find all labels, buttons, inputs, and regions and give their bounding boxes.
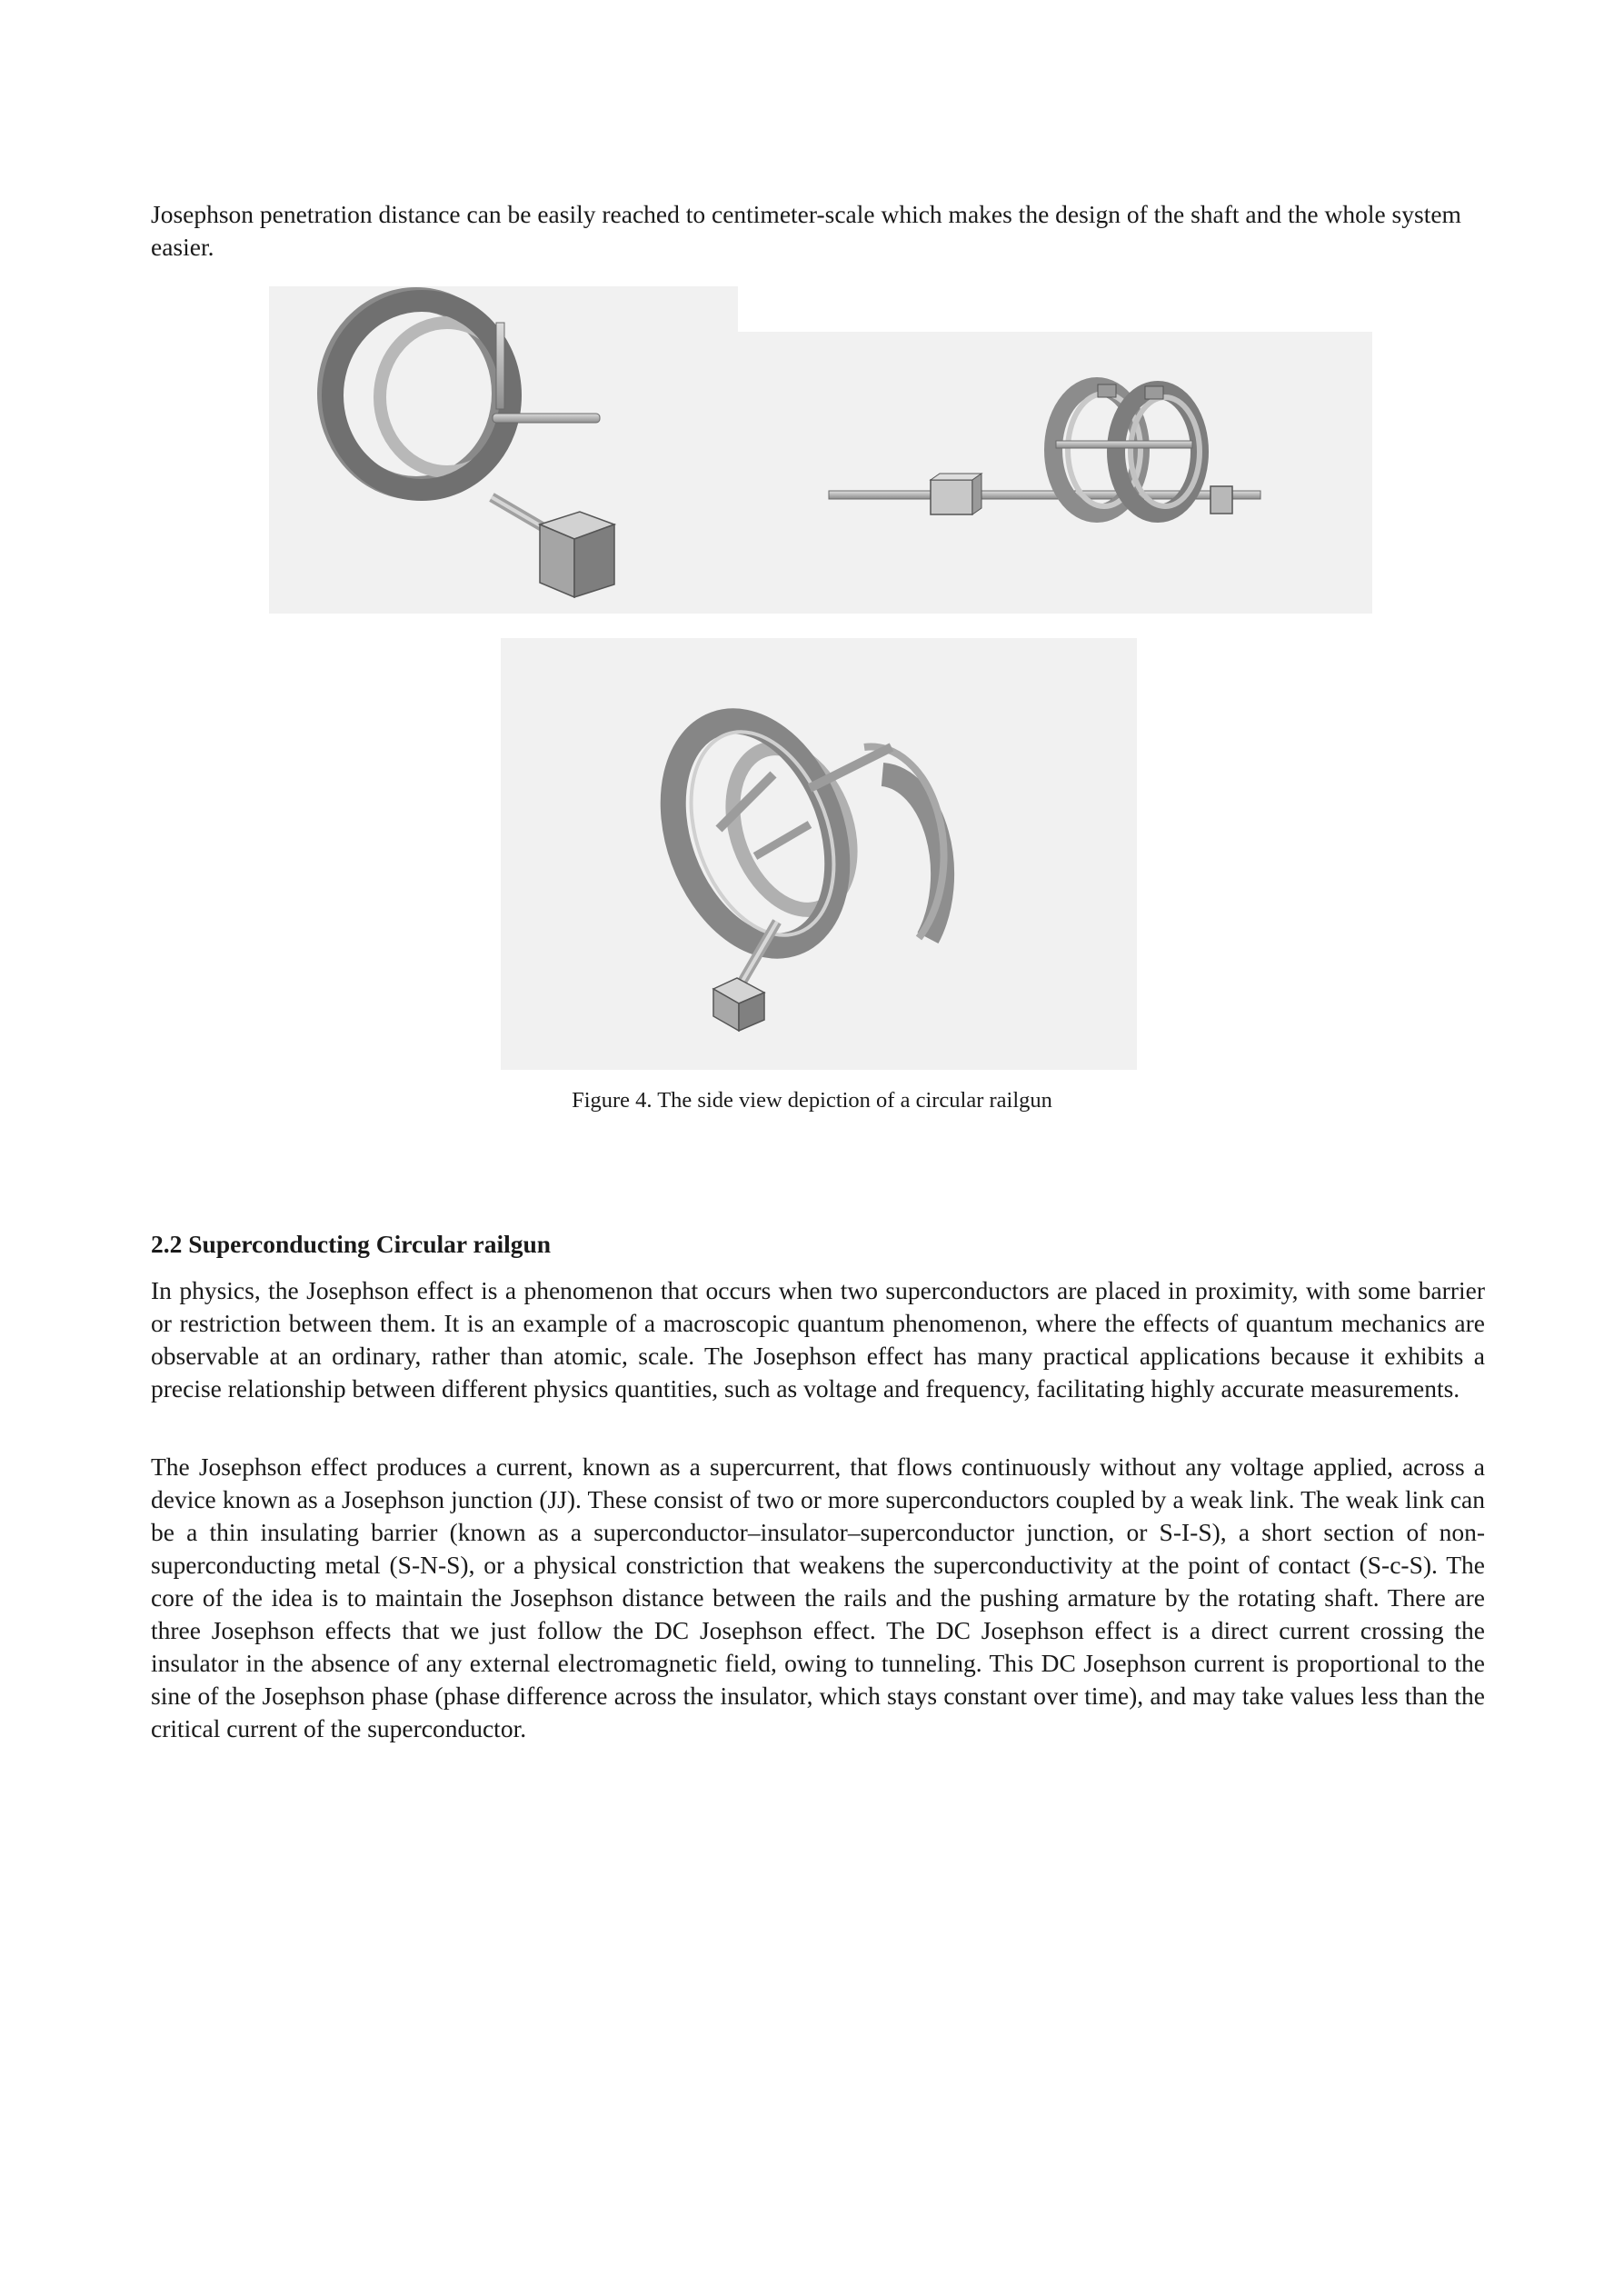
section-paragraph: The Josephson effect produces a current, known as a supercurrent, that flows continuously without any voltage applied, across a device known as a Josephson junction (JJ). These consist of two or more superconductors coupled by a weak link. The weak link can be a thin insulating barrier (known as a superconductor–insulator–superconductor junction, or S-I-S), a short section of non-superconducting metal (S-N-S), or a physical constriction that weakens the superconductivity at the point of contact (S-c-S). The core of the idea is to maintain the Josephson distance between the rails and the pushing armature by the rotating shaft. There are three Josephson effects that we just follow the DC Josephson effect. The DC Josephson effect is a direct current crossing the insulator in the absence of any external electromagnetic field, owing to tunneling. This DC Josephson current is proportional to the sine of the Josephson phase (phase difference across the insulator, which stays constant over time), and may take values less than the critical current of the superconductor. xyxy=(151,1452,1485,1742)
figure-caption: Figure 4. The side view depiction of a circular railgun xyxy=(572,1088,1052,1113)
section-paragraph: In physics, the Josephson effect is a phenomenon that occurs when two superconductors are placed in proximity, with some barrier or restriction between them. It is an example of a macroscopic quantum phenomenon, where the effects of quantum mechanics are observable at an ordinary, rather than atomic, scale. The Josephson effect has many practical applications because it exhibits a precise relationship between different physics quantities, such as voltage and frequency, facilitating highly accurate measurements. xyxy=(151,1276,1485,1403)
railgun-front-view-drawing xyxy=(269,286,738,614)
figure-image-perspective-view xyxy=(501,638,1137,1070)
intro-paragraph: Josephson penetration distance can be easily reached to centimeter-scale which makes the design of the shaft and the whole system easier. xyxy=(151,200,1461,261)
railgun-side-view-drawing xyxy=(738,332,1372,614)
railgun-perspective-view-drawing xyxy=(501,638,1137,1070)
figure-image-front-view xyxy=(269,286,738,614)
section-heading: 2.2 Superconducting Circular railgun xyxy=(151,1230,552,1258)
figure-image-side-view xyxy=(738,332,1372,614)
